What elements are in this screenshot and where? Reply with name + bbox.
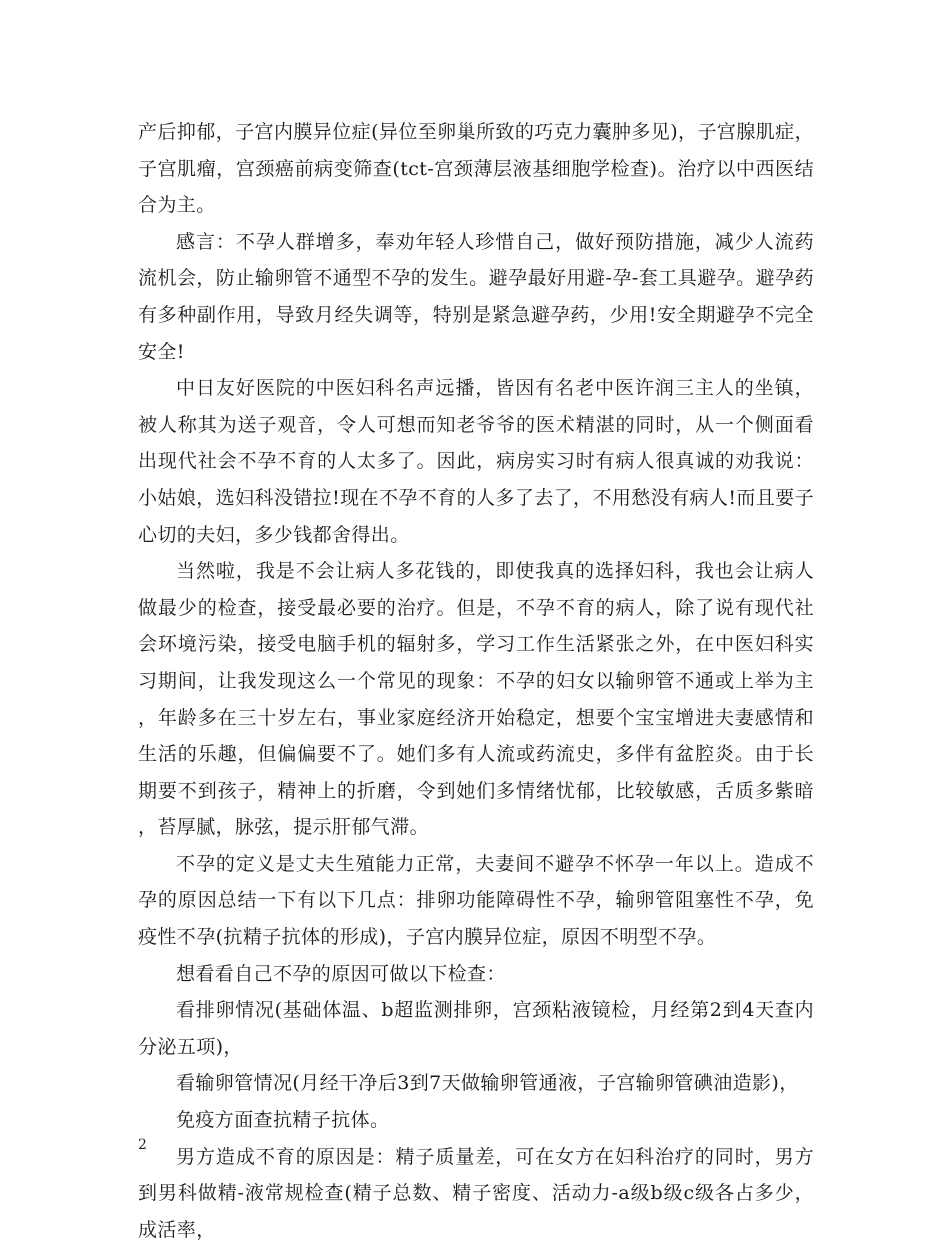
paragraph: 感言：不孕人群增多，奉劝年轻人珍惜自己，做好预防措施，减少人流药流机会，防止输卵管不通型不孕的发生。避孕最好用避-孕-套工具避孕。避孕药有多种副作用，导致月经失调等，特别是紧急避孕药，少用!安全期避孕不完全安全!	[138, 230, 814, 363]
paragraph: 当然啦，我是不会让病人多花钱的，即使我真的选择妇科，我也会让病人做最少的检查，接受最必要的治疗。但是，不孕不育的病人，除了说有现代社会环境污染，接受电脑手机的辐射多，学习工作生活紧张之外，在中医妇科实习期间，让我发现这么一个常见的现象：不孕的妇女以输卵管不通或上举为主，年龄多在三十岁左右，事业家庭经济开始稳定，想要个宝宝增进夫妻感情和生活的乐趣，但偏偏要不了。她们多有人流或药流史，多伴有盆腔炎。由于长期要不到孩子，精神上的折磨，令到她们多情绪忧郁，比较敏感，舌质多紫暗，苔厚腻，脉弦，提示肝郁气滞。	[138, 560, 814, 839]
document-body	[138, 114, 814, 1248]
paragraph: 产后抑郁，子宫内膜异位症(异位至卵巢所致的巧克力囊肿多见)，子宫腺肌症，子宫肌瘤，宫颈癌前病变筛查(tct-宫颈薄层液基细胞学检查)。治疗以中西医结合为主。	[138, 121, 814, 217]
paragraph: 男方造成不育的原因是：精子质量差，可在女方在妇科治疗的同时，男方到男科做精-液常规检查(精子总数、精子密度、活动力-a级b级c级各占多少，成活率，	[138, 1145, 814, 1241]
paragraph: 看输卵管情况(月经干净后3到7天做输卵管通液，子宫输卵管碘油造影)，	[176, 1072, 799, 1095]
paragraph: 免疫方面查抗精子抗体。	[176, 1109, 390, 1132]
paragraph: 想看看自己不孕的原因可做以下检查：	[176, 962, 506, 985]
paragraph: 中日友好医院的中医妇科名声远播，皆因有名老中医许润三主人的坐镇，被人称其为送子观音，令人可想而知老爷爷的医术精湛的同时，从一个侧面看出现代社会不孕不育的人太多了。因此，病房实习时有病人很真诚的劝我说：小姑娘，选妇科没错拉!现在不孕不育的人多了去了，不用愁没有病人!而且要子心切的夫妇，多少钱都舍得出。	[138, 377, 814, 546]
paragraph: 看排卵情况(基础体温、b超监测排卵，宫颈粘液镜检，月经第2到4天查内分泌五项)，	[138, 999, 814, 1058]
page-number: 2	[138, 1137, 147, 1153]
paragraph: 不孕的定义是丈夫生殖能力正常，夫妻间不避孕不怀孕一年以上。造成不孕的原因总结一下有以下几点：排卵功能障碍性不孕，输卵管阻塞性不孕，免疫性不孕(抗精子抗体的形成)，子宫内膜异位症，原因不明型不孕。	[138, 852, 814, 949]
